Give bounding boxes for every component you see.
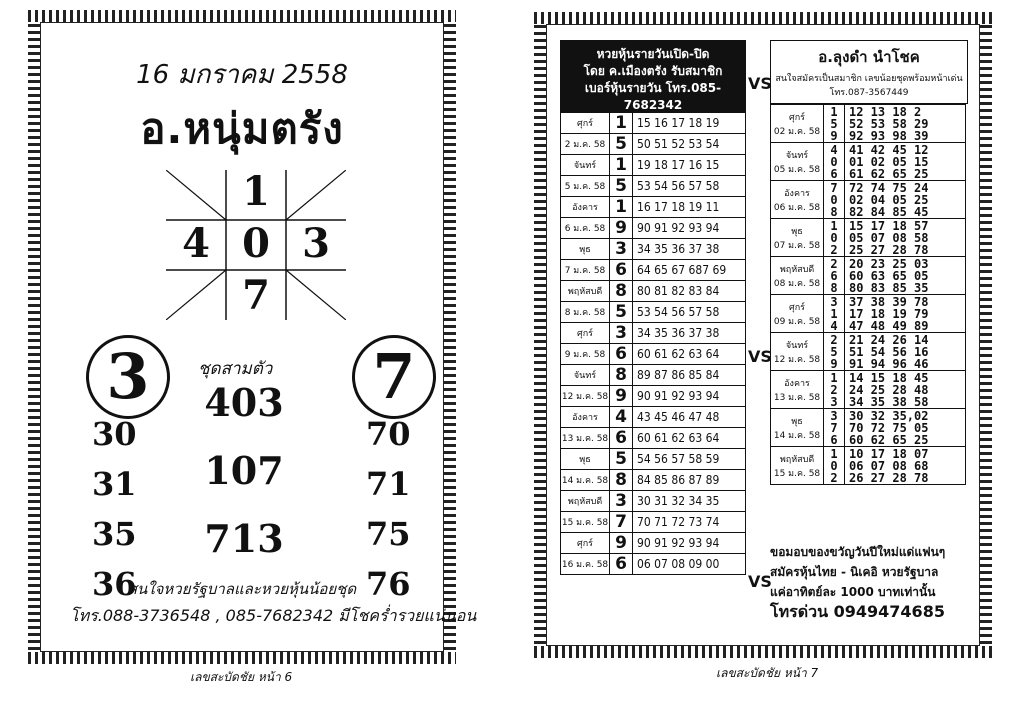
day-cell <box>771 143 824 181</box>
value-line: 47 48 49 89 <box>849 318 929 333</box>
day-name: ศุกร์ <box>789 112 805 123</box>
values-cell: 64 65 67 687 69 <box>633 260 746 281</box>
digit-cell: 3 <box>610 239 633 260</box>
value-line: 01 02 05 15 <box>849 154 929 169</box>
set-number: 107 <box>204 448 284 493</box>
value-line: 10 17 18 07 <box>849 446 929 461</box>
vs-label: VS <box>748 74 772 93</box>
digit-cell: 9 <box>610 533 633 554</box>
day-date: 13 ม.ค. 58 <box>773 392 821 403</box>
table-row <box>771 333 966 371</box>
date-cell: 6 ม.ค. 58 <box>561 218 610 239</box>
digit-cell: 1 <box>610 155 633 176</box>
digit: 9 <box>830 128 838 143</box>
table-row <box>771 295 966 333</box>
day-cell <box>771 447 824 485</box>
digit: 6 <box>830 166 838 181</box>
day-name: พุธ <box>791 226 803 237</box>
values-cell <box>845 409 966 447</box>
digit-cell: 4 <box>610 407 633 428</box>
phone-text: โทร.088-3736548 , 085-7682342 มีโชคร่ำรวยแน่นอน <box>70 606 477 625</box>
table-row <box>561 554 746 575</box>
digit: 2 <box>830 256 838 271</box>
day-date: 09 ม.ค. 58 <box>773 316 821 327</box>
day-name: อังคาร <box>784 378 810 389</box>
right-circle-number: 7 <box>352 335 436 419</box>
values-cell: 90 91 92 93 94 <box>633 533 746 554</box>
table-row <box>561 323 746 344</box>
table-row <box>561 428 746 449</box>
day-cell: พฤหัสบดี <box>561 491 610 512</box>
value-line: 06 07 08 68 <box>849 458 929 473</box>
value-line: 21 24 26 14 <box>849 332 929 347</box>
table-row <box>771 143 966 181</box>
promo-phone-label: โทรด่วน <box>770 602 829 621</box>
values-cell: 16 17 18 19 11 <box>633 197 746 218</box>
values-cell: 89 87 86 85 84 <box>633 365 746 386</box>
table-row <box>561 344 746 365</box>
values-cell <box>845 295 966 333</box>
values-cell <box>845 105 966 143</box>
right-pair: 75 <box>366 515 411 553</box>
page-title: อ.หนุ่มตรัง <box>140 104 344 153</box>
value-line: 61 62 65 25 <box>849 166 929 181</box>
digit: 0 <box>830 192 838 207</box>
day-date: 05 ม.ค. 58 <box>773 164 821 175</box>
digit-cell: 6 <box>610 554 633 575</box>
day-cell <box>771 105 824 143</box>
right-pair: 70 <box>366 415 411 453</box>
digit: 2 <box>830 332 838 347</box>
value-line: 34 35 38 58 <box>849 394 929 409</box>
day-name: พฤหัสบดี <box>779 264 815 275</box>
digit: 8 <box>830 204 838 219</box>
values-cell: 84 85 86 87 89 <box>633 470 746 491</box>
right-footer: เลขสะบัดชัย หน้า 7 <box>716 666 819 680</box>
day-cell: จันทร์ <box>561 365 610 386</box>
day-date: 06 ม.ค. 58 <box>773 202 821 213</box>
day-date: 12 ม.ค. 58 <box>773 354 821 365</box>
digits-cell <box>824 333 845 371</box>
day-cell <box>771 257 824 295</box>
left-pair: 35 <box>92 515 137 553</box>
digit-cell: 1 <box>610 113 633 134</box>
digit: 0 <box>830 230 838 245</box>
right-page <box>534 12 992 658</box>
digit: 0 <box>830 154 838 169</box>
value-line: 24 25 28 48 <box>849 382 929 397</box>
day-name: จันทร์ <box>785 340 809 351</box>
digit-cell: 5 <box>610 176 633 197</box>
values-cell: 54 56 57 58 59 <box>633 449 746 470</box>
header-line: โดย ค.เมืองตรัง รับสมาชิก <box>583 64 723 78</box>
values-cell: 30 31 32 34 35 <box>633 491 746 512</box>
day-name: ศุกร์ <box>789 302 805 313</box>
day-cell <box>771 371 824 409</box>
digit-cell: 8 <box>610 281 633 302</box>
digit-cell: 8 <box>610 365 633 386</box>
date-cell: 8 ม.ค. 58 <box>561 302 610 323</box>
day-cell: พฤหัสบดี <box>561 281 610 302</box>
digit: 5 <box>830 344 838 359</box>
digit-cell: 5 <box>610 134 633 155</box>
values-cell: 60 61 62 63 64 <box>633 428 746 449</box>
digit: 1 <box>830 306 838 321</box>
table-row <box>561 134 746 155</box>
author-phone: โทร.087-3567449 <box>829 88 909 98</box>
values-cell: 43 45 46 47 48 <box>633 407 746 428</box>
digit: 6 <box>830 268 838 283</box>
value-line: 91 94 96 46 <box>849 356 929 371</box>
digit-cell: 1 <box>610 197 633 218</box>
values-cell <box>845 143 966 181</box>
values-cell: 80 81 82 83 84 <box>633 281 746 302</box>
table-row <box>561 302 746 323</box>
set-number: 403 <box>204 380 284 425</box>
day-cell: พุธ <box>561 449 610 470</box>
value-line: 52 53 58 29 <box>849 116 929 131</box>
vs-label: VS <box>748 572 772 591</box>
right-pair: 71 <box>366 465 411 503</box>
day-cell: อังคาร <box>561 407 610 428</box>
day-name: พฤหัสบดี <box>779 454 815 465</box>
table-row <box>771 447 966 485</box>
digit: 2 <box>830 470 838 485</box>
digit-cell: 7 <box>610 512 633 533</box>
digit: 5 <box>830 116 838 131</box>
digits-cell <box>824 105 845 143</box>
value-line: 51 54 56 16 <box>849 344 929 359</box>
value-line: 82 84 85 45 <box>849 204 929 219</box>
values-cell: 50 51 52 53 54 <box>633 134 746 155</box>
table-row <box>771 181 966 219</box>
day-name: พุธ <box>791 416 803 427</box>
promo-text: สนใจหวยรัฐบาลและหวยหุ้นน้อยชุด <box>127 580 357 598</box>
values-cell: 90 91 92 93 94 <box>633 218 746 239</box>
digit: 2 <box>830 382 838 397</box>
day-date: 02 ม.ค. 58 <box>773 126 821 137</box>
digit: 1 <box>830 370 838 385</box>
table-row <box>561 470 746 491</box>
digits-cell <box>824 409 845 447</box>
values-cell <box>845 333 966 371</box>
left-pair: 30 <box>92 415 137 453</box>
right-table-header <box>770 40 968 104</box>
day-cell <box>771 333 824 371</box>
promo-box <box>770 542 966 622</box>
table-row <box>561 365 746 386</box>
digit: 4 <box>830 142 838 157</box>
author-sub: สนใจสมัครเป็นสมาชิก เลขน้อยชุดพร้อมหน้าเด่น <box>775 74 963 84</box>
values-cell: 70 71 72 73 74 <box>633 512 746 533</box>
date-cell: 7 ม.ค. 58 <box>561 260 610 281</box>
set-number: 713 <box>204 516 284 561</box>
values-cell: 19 18 17 16 15 <box>633 155 746 176</box>
day-cell <box>771 219 824 257</box>
date-cell: 9 ม.ค. 58 <box>561 344 610 365</box>
values-cell <box>845 257 966 295</box>
digit-cell: 3 <box>610 491 633 512</box>
right-stock-table <box>770 104 966 485</box>
date-cell: 13 ม.ค. 58 <box>561 428 610 449</box>
values-cell: 34 35 36 37 38 <box>633 323 746 344</box>
table-row <box>561 386 746 407</box>
value-line: 26 27 28 78 <box>849 470 929 485</box>
table-row <box>561 281 746 302</box>
digits-cell <box>824 295 845 333</box>
promo-phone: 0949474685 <box>833 602 945 621</box>
issue-date: 16 มกราคม 2558 <box>136 60 348 90</box>
promo-line: ขอมอบของขวัญวันปีใหม่แด่แฟนๆ <box>770 545 946 559</box>
values-cell: 53 54 56 57 58 <box>633 302 746 323</box>
table-row <box>561 239 746 260</box>
digit: 3 <box>830 408 838 423</box>
value-line: 20 23 25 03 <box>849 256 929 271</box>
digits-cell <box>824 371 845 409</box>
day-cell: จันทร์ <box>561 155 610 176</box>
table-row <box>561 260 746 281</box>
table-row <box>561 197 746 218</box>
digit: 3 <box>830 294 838 309</box>
digits-cell <box>824 447 845 485</box>
grid-bottom: 7 <box>242 272 270 319</box>
table-row <box>561 176 746 197</box>
day-date: 14 ม.ค. 58 <box>773 430 821 441</box>
table-row <box>561 113 746 134</box>
digit: 6 <box>830 432 838 447</box>
left-pair: 31 <box>92 465 137 503</box>
table-row <box>561 491 746 512</box>
values-cell <box>845 219 966 257</box>
table-row <box>771 105 966 143</box>
left-pair: 36 <box>92 565 137 603</box>
value-line: 02 04 05 25 <box>849 192 929 207</box>
grid-left: 4 <box>182 220 210 267</box>
day-date: 08 ม.ค. 58 <box>773 278 821 289</box>
digits-cell <box>824 143 845 181</box>
date-cell: 16 ม.ค. 58 <box>561 554 610 575</box>
table-row <box>771 257 966 295</box>
date-cell: 2 ม.ค. 58 <box>561 134 610 155</box>
grid-right: 3 <box>302 220 330 267</box>
value-line: 41 42 45 12 <box>849 142 929 157</box>
values-cell <box>845 181 966 219</box>
digits-cell <box>824 181 845 219</box>
header-line: หวยหุ้นรายวันเปิด-ปิด <box>596 47 710 61</box>
digit: 2 <box>830 242 838 257</box>
digit: 7 <box>830 420 838 435</box>
left-footer: เลขสะบัดชัย หน้า 6 <box>190 670 293 684</box>
left-page <box>28 10 477 664</box>
digit: 8 <box>830 280 838 295</box>
set-label: ชุดสามตัว <box>198 359 273 379</box>
value-line: 37 38 39 78 <box>849 294 929 309</box>
digit-cell: 5 <box>610 302 633 323</box>
left-stock-table <box>560 112 746 575</box>
table-row <box>561 533 746 554</box>
table-row <box>771 219 966 257</box>
digit: 1 <box>830 446 838 461</box>
digit-cell: 9 <box>610 218 633 239</box>
digit-cell: 8 <box>610 470 633 491</box>
values-cell <box>845 447 966 485</box>
date-cell: 15 ม.ค. 58 <box>561 512 610 533</box>
date-cell: 12 ม.ค. 58 <box>561 386 610 407</box>
values-cell: 53 54 56 57 58 <box>633 176 746 197</box>
table-row <box>771 409 966 447</box>
promo-line: สมัครหุ้นไทย - นิเคอิ หวยรัฐบาล <box>770 565 939 579</box>
promo-line: แค่อาทิตย์ละ 1000 บาทเท่านั้น <box>770 585 936 599</box>
grid-top: 1 <box>242 168 270 215</box>
day-name: จันทร์ <box>785 150 809 161</box>
digit: 7 <box>830 180 838 195</box>
day-cell: อังคาร <box>561 197 610 218</box>
header-line: เบอร์หุ้นรายวัน โทร.085-7682342 <box>584 81 722 112</box>
value-line: 60 62 65 25 <box>849 432 929 447</box>
table-row <box>561 407 746 428</box>
day-cell: ศุกร์ <box>561 323 610 344</box>
right-pair: 76 <box>366 565 411 603</box>
date-cell: 14 ม.ค. 58 <box>561 470 610 491</box>
digit-cell: 6 <box>610 428 633 449</box>
value-line: 15 17 18 57 <box>849 218 929 233</box>
value-line: 72 74 75 24 <box>849 180 929 195</box>
table-row <box>561 218 746 239</box>
digit: 1 <box>830 218 838 233</box>
digit: 4 <box>830 318 838 333</box>
digit-cell: 6 <box>610 260 633 281</box>
values-cell: 06 07 08 09 00 <box>633 554 746 575</box>
value-line: 30 32 35,02 <box>849 408 929 423</box>
digit: 1 <box>830 104 838 119</box>
value-line: 60 63 65 05 <box>849 268 929 283</box>
day-cell: ศุกร์ <box>561 533 610 554</box>
left-table-header <box>560 40 746 112</box>
value-line: 25 27 28 78 <box>849 242 929 257</box>
left-circle-number: 3 <box>86 335 170 419</box>
promo-phone-row <box>770 602 966 622</box>
day-cell <box>771 181 824 219</box>
vs-label: VS <box>748 347 772 366</box>
table-row <box>561 449 746 470</box>
table-row <box>561 155 746 176</box>
digits-cell <box>824 219 845 257</box>
values-cell: 34 35 36 37 38 <box>633 239 746 260</box>
value-line: 17 18 19 79 <box>849 306 929 321</box>
values-cell <box>845 371 966 409</box>
value-line: 92 93 98 39 <box>849 128 929 143</box>
day-cell: ศุกร์ <box>561 113 610 134</box>
value-line: 05 07 08 58 <box>849 230 929 245</box>
values-cell: 15 16 17 18 19 <box>633 113 746 134</box>
digit-cell: 3 <box>610 323 633 344</box>
date-cell: 5 ม.ค. 58 <box>561 176 610 197</box>
values-cell: 90 91 92 93 94 <box>633 386 746 407</box>
grid-center: 0 <box>242 220 270 267</box>
digit: 3 <box>830 394 838 409</box>
day-cell <box>771 295 824 333</box>
digit-cell: 5 <box>610 449 633 470</box>
digit-cell: 6 <box>610 344 633 365</box>
digit: 9 <box>830 356 838 371</box>
value-line: 12 13 18 2 <box>849 104 922 119</box>
value-line: 70 72 75 05 <box>849 420 929 435</box>
author-name: อ.ลุงดำ นำโชค <box>818 48 920 66</box>
value-line: 80 83 85 35 <box>849 280 929 295</box>
value-line: 14 15 18 45 <box>849 370 929 385</box>
digit-cell: 9 <box>610 386 633 407</box>
number-grid <box>166 170 346 320</box>
table-row <box>771 371 966 409</box>
day-name: อังคาร <box>784 188 810 199</box>
table-row <box>561 512 746 533</box>
day-cell <box>771 409 824 447</box>
day-date: 07 ม.ค. 58 <box>773 240 821 251</box>
digits-cell <box>824 257 845 295</box>
digit: 0 <box>830 458 838 473</box>
values-cell: 60 61 62 63 64 <box>633 344 746 365</box>
day-cell: พุธ <box>561 239 610 260</box>
day-date: 15 ม.ค. 58 <box>773 468 821 479</box>
